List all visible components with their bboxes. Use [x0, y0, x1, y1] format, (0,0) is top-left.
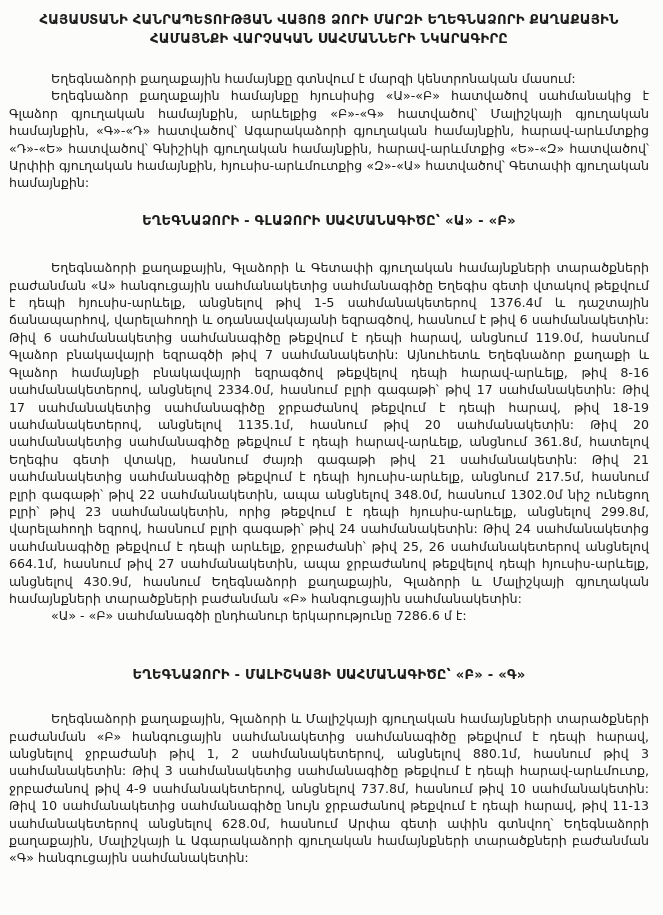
section-body-eghegnadzor-malishka: Եղեգնաձորի քաղաքային, Գլաձորի և Մալիշկայի գյուղական համայնքների տարածքների բաժանման «Բ» հանգուցային սահմանակետից սահմանագիծը թեքվում է դեպի հարավ, անցնելով ջրբաժանի թիվ 1, 2 սահմանակետերով, անցնելով 880.1մ, հասնում թիվ 3 սահմանակետին: Թիվ 3 սահմանակետից սահմանագիծը թեքվում է դեպի հարավ-արևմուտք, ջրբաժանով թիվ 4-9 սահմանակետերով, անցնելով 737.8մ, հասնում թիվ 10 սահմանակետին: Թիվ 10 սահմանակետից սահմանագիծը նույն ջրբաժանով թեքվում է դեպի հարավ, թիվ 11-13 սահմանակետերով անցնելով 628.0մ, հասնում Արփա գետի ափին գտնվող՝ Եղեգնաձորի քաղաքային, Մալիշկայի և Ագարակաձորի գյուղական համայնքների տարածքների բաժանման «Գ» հանգուցային սահմանակետին: — [9, 711, 649, 866]
intro-paragraph-location: Եղեգնաձորի քաղաքային համայնքը գտնվում է մարզի կենտրոնական մասում: — [51, 71, 576, 86]
intro-paragraph-borders: Եղեգնաձոր քաղաքային համայնքը հյուսիսից «Ա»-«Բ» հատվածով սահմանակից է Գլաձոր գյուղական համայնքին, արևելքից «Բ»-«Գ» հատվածով՝ Մալիշկայի գյուղական համայնքին, «Գ»-«Դ» հատվածով՝ Ագարակաձորի գյուղական համայնքին, հարավ-արևմտքից «Դ»-«Ե» հատվածով՝ Գնիշիկի գյուղական համայնքին, հարավ-արևմտքից «Ե»-«Զ» հատվածով՝ Արփիի գյուղական համայնքին, հյուսիս-արևմուտքից «Զ»-«Ա» հատվածով՝ Գետափի գյուղական համայնքին: — [9, 88, 649, 191]
document-title-line2: ՀԱՄԱՅՆՔԻ ՎԱՐՉԱԿԱՆ ՍԱՀՄԱՆՆԵՐԻ ՆԿԱՐԱԳԻՐԸ — [149, 32, 509, 47]
section-heading-eghegnadzor-malishka: ԵՂԵԳՆԱՁՈՐԻ - ՄԱԼԻՇԿԱՅԻ ՍԱՀՄԱՆԱԳԻԾԸ՝ «Բ» - «Գ» — [132, 667, 526, 683]
section-heading-eghegnadzor-gladzor: ԵՂԵԳՆԱՁՈՐԻ - ԳԼԱՁՈՐԻ ՍԱՀՄԱՆԱԳԻԾԸ՝ «Ա» - «Բ» — [142, 213, 516, 229]
document-title — [9, 11, 649, 49]
boundary-length-note-a-b: «Ա» - «Բ» սահմանագծի ընդհանուր երկարությունը 7286.6 մ է: — [51, 608, 467, 624]
section-body-eghegnadzor-gladzor: Եղեգնաձորի քաղաքային, Գլաձորի և Գետափի գյուղական համայնքների տարածքների բաժանման «Ա» հանգուցային սահմանակետից սահմանագիծը Եղեգիս գետի վտակով թեքվում է դեպի հյուսիս-արևելք, անցնելով թիվ 1-5 սահմանակետերով 1376.4մ և դաշտային ճանապարհով, վարելահողի և օդանավակայանի եզրագծով, հասնում է թիվ 6 սահմանակետին: Թիվ 6 սահմանակետից սահմանագիծը թեքվում է դեպի հարավ, անցնում 119.0մ, հասնում Գլաձոր բնակավայրի եզրագծի թիվ 7 սահմանակետին: Այնուհետև Եղեգնաձոր քաղաքի և Գլաձոր համայնքի բնակավայրի եզրագծով թեքվելով դեպի հարավ-արևելք, թիվ 8-16 սահմանակետերով, անցնելով 2334.0մ, հասնում բլրի գագաթի՝ թիվ 17 սահմանակետին: Թիվ 17 սահմանակետից սահմանագիծը ջրբաժանով թեքվում է դեպի հարավ, թիվ 18-19 սահմանակետերով, անցնելով 1135.1մ, հասնում թիվ 20 սահմանակետին: Թիվ 20 սահմանակետից սահմանագիծը թեքվում է դեպի հարավ-արևելք, անցնում 361.8մ, հատելով Եղեգիս գետի վտակը, հասնում ժայռի գագաթի թիվ 21 սահմանակետին: Թիվ 21 սահմանակետից սահմանագիծը թեքվում է դեպի հյուսիս-արևելք, անցնում 217.5մ, հասնում բլրի գագաթի՝ թիվ 22 սահմանակետին, ապա անցնելով 348.0մ, հասնում 1302.0մ նիշ ունեցող բլրի՝ թիվ 23 սահմանակետին, որից թեքվում է դեպի հյուսիս-արևելք, անցնելով 299.8մ, վարելահողի եզրով, հասնում բլրի գագաթի՝ թիվ 24 սահմանակետին: Թիվ 24 սահմանակետից սահմանագիծը թեքվում է դեպի արևելք, ջրբաժանի՝ թիվ 25, 26 սահմանակետերով անցնելով 664.1մ, հասնում թիվ 27 սահմանակետին, ապա ջրբաժանով թեքվելով դեպի հյուսիս-արևելք, անցնելով 430.9մ, հասնում Եղեգնաձորի քաղաքային, Գլաձորի և Մալիշկայի գյուղական համայնքների տարածքների բաժանման «Բ» հանգուցային սահմանակետին: — [9, 260, 649, 606]
document-title-line1: ՀԱՅԱՍՏԱՆԻ ՀԱՆՐԱՊԵՏՈՒԹՅԱՆ ՎԱՅՈՑ ՁՈՐԻ ՄԱՐԶԻ ԵՂԵԳՆԱՁՈՐԻ ՔԱՂԱՔԱՅԻՆ — [39, 13, 619, 28]
